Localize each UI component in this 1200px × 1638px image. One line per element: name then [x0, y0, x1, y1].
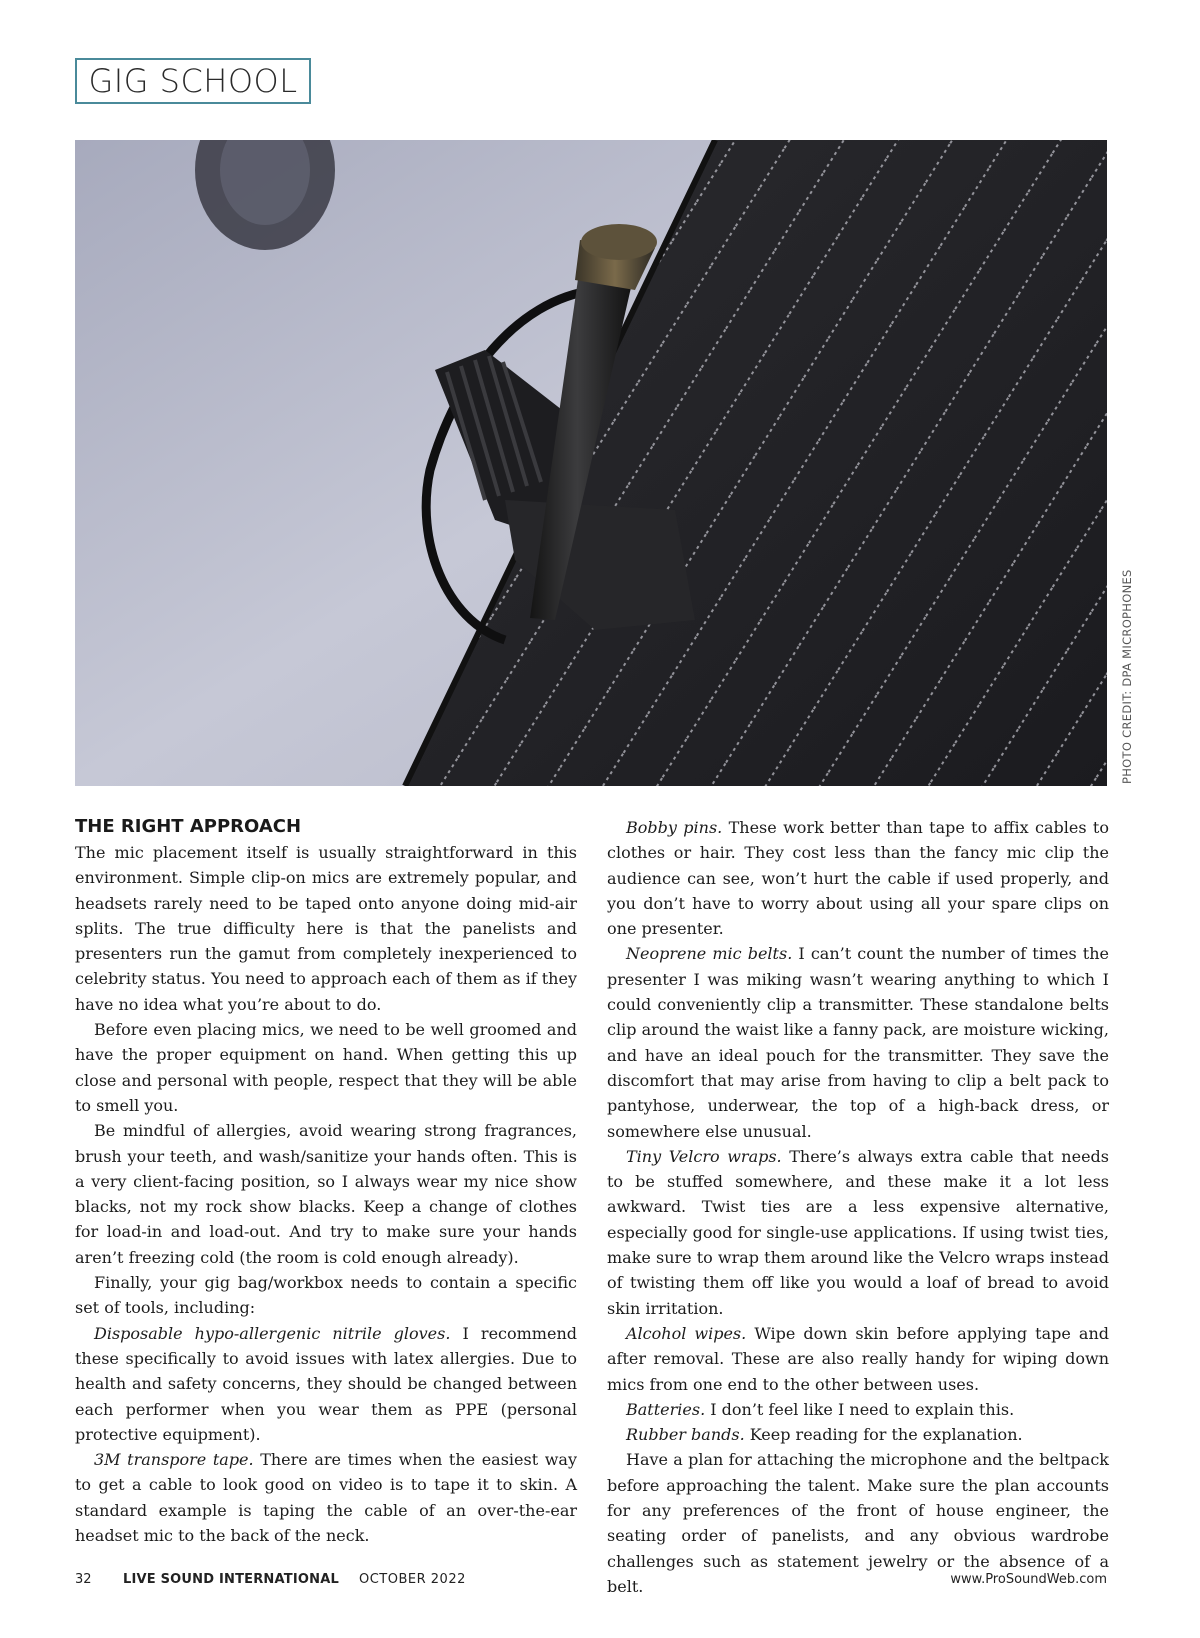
tool-item-velcro-wraps: Tiny Velcro wraps. There’s always extra cable that needs to be stuffed somewhere, and these make it a lot less awkward. Twist ties are a less expensive alternative, especially good for single-use applications. If using twist ties, make sure to wrap them around like the Velcro wraps instead of twisting them off like you would a loaf of bread to avoid skin irritation. — [607, 1146, 1109, 1318]
article-photo — [75, 140, 1107, 786]
section-tag: GIG SCHOOL — [75, 58, 311, 104]
magazine-name: LIVE SOUND INTERNATIONAL — [123, 1572, 339, 1587]
tool-item-alcohol-wipes: Alcohol wipes. Wipe down skin before applying tape and after removal. These are also really handy for wiping down mics from one end to the other between uses. — [607, 1323, 1109, 1394]
page-number: 32 — [75, 1572, 92, 1587]
tool-item-batteries: Batteries. I don’t feel like I need to explain this. — [626, 1399, 1015, 1419]
tool-item-mic-belts: Neoprene mic belts. I can’t count the number of times the presenter I was miking wasn’t wearing anything to which I could conveniently clip a transmitter. These standalone belts clip around the waist like a fanny pack, are moisture wicking, and have an ideal pouch for the transmitter. They save the discomfort that may arise from having to clip a belt pack to pantyhose, underwear, the top of a high-back dress, or somewhere else unusual. — [607, 944, 1109, 1141]
photo-credit: PHOTO CREDIT: DPA MICROPHONES — [1120, 569, 1134, 784]
tool-item-gloves: Disposable hypo-allergenic nitrile gloves. I recommend these specifically to avoid issues with latex allergies. Due to health and safety concerns, they should be changed between each performer when you wear them as PPE (personal protective equipment). — [75, 1323, 577, 1444]
paragraph: Before even placing mics, we need to be well groomed and have the proper equipment on hand. When getting this up close and personal with people, respect that they will be able to smell you. — [75, 1020, 577, 1115]
section-heading: THE RIGHT APPROACH — [75, 816, 302, 837]
article-left-column — [75, 815, 577, 1548]
article-right-column — [607, 815, 1109, 1599]
paragraph: Be mindful of allergies, avoid wearing strong fragrances, brush your teeth, and wash/sanitize your hands often. This is a very client-facing position, so I always wear my nice show blacks, not my rock show blacks. Keep a change of clothes for load-in and load-out. And try to make sure your hands aren’t freezing cold (the room is cold enough already). — [75, 1121, 577, 1267]
page-footer — [75, 1572, 1107, 1592]
tool-item-bobby-pins: Bobby pins. These work better than tape to affix cables to clothes or hair. They cost less than the fancy mic clip the audience can see, won’t hurt the cable if used properly, and you don’t have to worry about using all your spare clips on one presenter. — [607, 818, 1109, 939]
paragraph: Finally, your gig bag/workbox needs to contain a specific set of tools, including: — [75, 1273, 577, 1318]
website-link[interactable]: www.ProSoundWeb.com — [950, 1572, 1107, 1587]
paragraph: The mic placement itself is usually straightforward in this environment. Simple clip-on mics are extremely popular, and headsets rarely need to be taped onto anyone doing mid-air splits. The true difficulty here is that the panelists and presenters run the gamut from completely inexperienced to celebrity status. You need to approach each of them as if they have no idea what you’re about to do. — [75, 843, 577, 1014]
tool-item-tape: 3M transpore tape. There are times when the easiest way to get a cable to look good on video is to tape it to skin. A standard example is taping the cable of an over-the-ear headset mic to the back of the neck. — [75, 1450, 578, 1546]
issue-date: OCTOBER 2022 — [359, 1572, 466, 1587]
tool-item-rubber-bands: Rubber bands. Keep reading for the explanation. — [626, 1425, 1023, 1445]
paragraph: Have a plan for attaching the microphone and the beltpack before approaching the talent. Make sure the plan accounts for any preferences of the front of house engineer, the seating order of panelists, and any obvious wardrobe challenges such as statement jewelry or the absence of a belt. — [607, 1450, 1109, 1596]
